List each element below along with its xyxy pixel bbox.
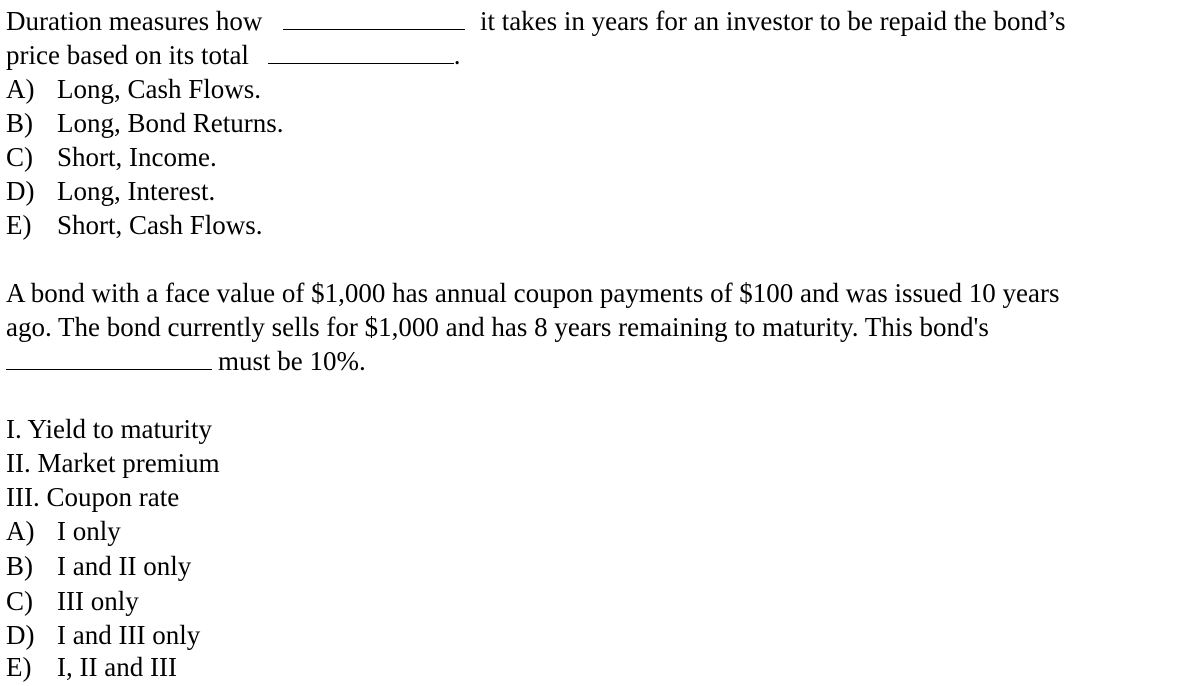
option-letter: D) xyxy=(6,176,35,206)
q2-option xyxy=(6,650,177,684)
q1-option xyxy=(6,106,284,140)
option-letter: E) xyxy=(6,210,32,240)
answer-blank xyxy=(6,345,212,370)
option-letter: C) xyxy=(6,142,33,172)
q1-stem-text: it takes in years for an investor to be repaid the bond’s xyxy=(479,6,1066,36)
option-letter: E) xyxy=(6,652,32,682)
q2-statement: III. Coupon rate xyxy=(6,482,180,512)
q2-stem-line-2: ago. The bond currently sells for $1,000 and has 8 years remaining to maturity. This bond's xyxy=(6,312,989,342)
option-letter: D) xyxy=(6,620,35,650)
q1-stem-line-2 xyxy=(6,38,460,72)
q1-stem-period: . xyxy=(453,40,461,70)
option-letter: C) xyxy=(6,586,33,616)
option-text: Short, Income. xyxy=(57,142,217,172)
q2-option xyxy=(6,514,121,548)
q2-option xyxy=(6,549,191,583)
q2-statement: I. Yield to maturity xyxy=(6,414,212,444)
option-letter: A) xyxy=(6,74,35,104)
q2-stem-line-1: A bond with a face value of $1,000 has annual coupon payments of $100 and was issued 10 years xyxy=(6,278,1060,308)
option-text: I and III only xyxy=(57,620,201,650)
option-text: Long, Cash Flows. xyxy=(57,74,262,104)
option-text: Long, Bond Returns. xyxy=(57,108,284,138)
q1-stem-line-1 xyxy=(6,4,1066,38)
q2-stem-line-3 xyxy=(6,344,366,378)
option-letter: B) xyxy=(6,551,33,581)
q2-option xyxy=(6,618,200,652)
option-text: I only xyxy=(57,516,121,546)
q1-option xyxy=(6,208,263,242)
option-text: Short, Cash Flows. xyxy=(57,210,263,240)
option-letter: A) xyxy=(6,516,35,546)
q1-option xyxy=(6,72,261,106)
answer-blank xyxy=(268,39,454,64)
q1-stem-text: Duration measures how xyxy=(6,6,263,36)
q1-stem-text: price based on its total xyxy=(6,40,249,70)
option-letter: B) xyxy=(6,108,33,138)
q2-statement: II. Market premium xyxy=(6,448,220,478)
option-text: I, II and III xyxy=(57,652,177,682)
q2-stem-text: must be 10%. xyxy=(218,346,366,376)
option-text: I and II only xyxy=(57,551,192,581)
q1-option xyxy=(6,174,215,208)
q1-option xyxy=(6,140,217,174)
answer-blank xyxy=(283,5,465,30)
option-text: III only xyxy=(57,586,139,616)
q2-option xyxy=(6,584,139,618)
option-text: Long, Interest. xyxy=(57,176,216,206)
